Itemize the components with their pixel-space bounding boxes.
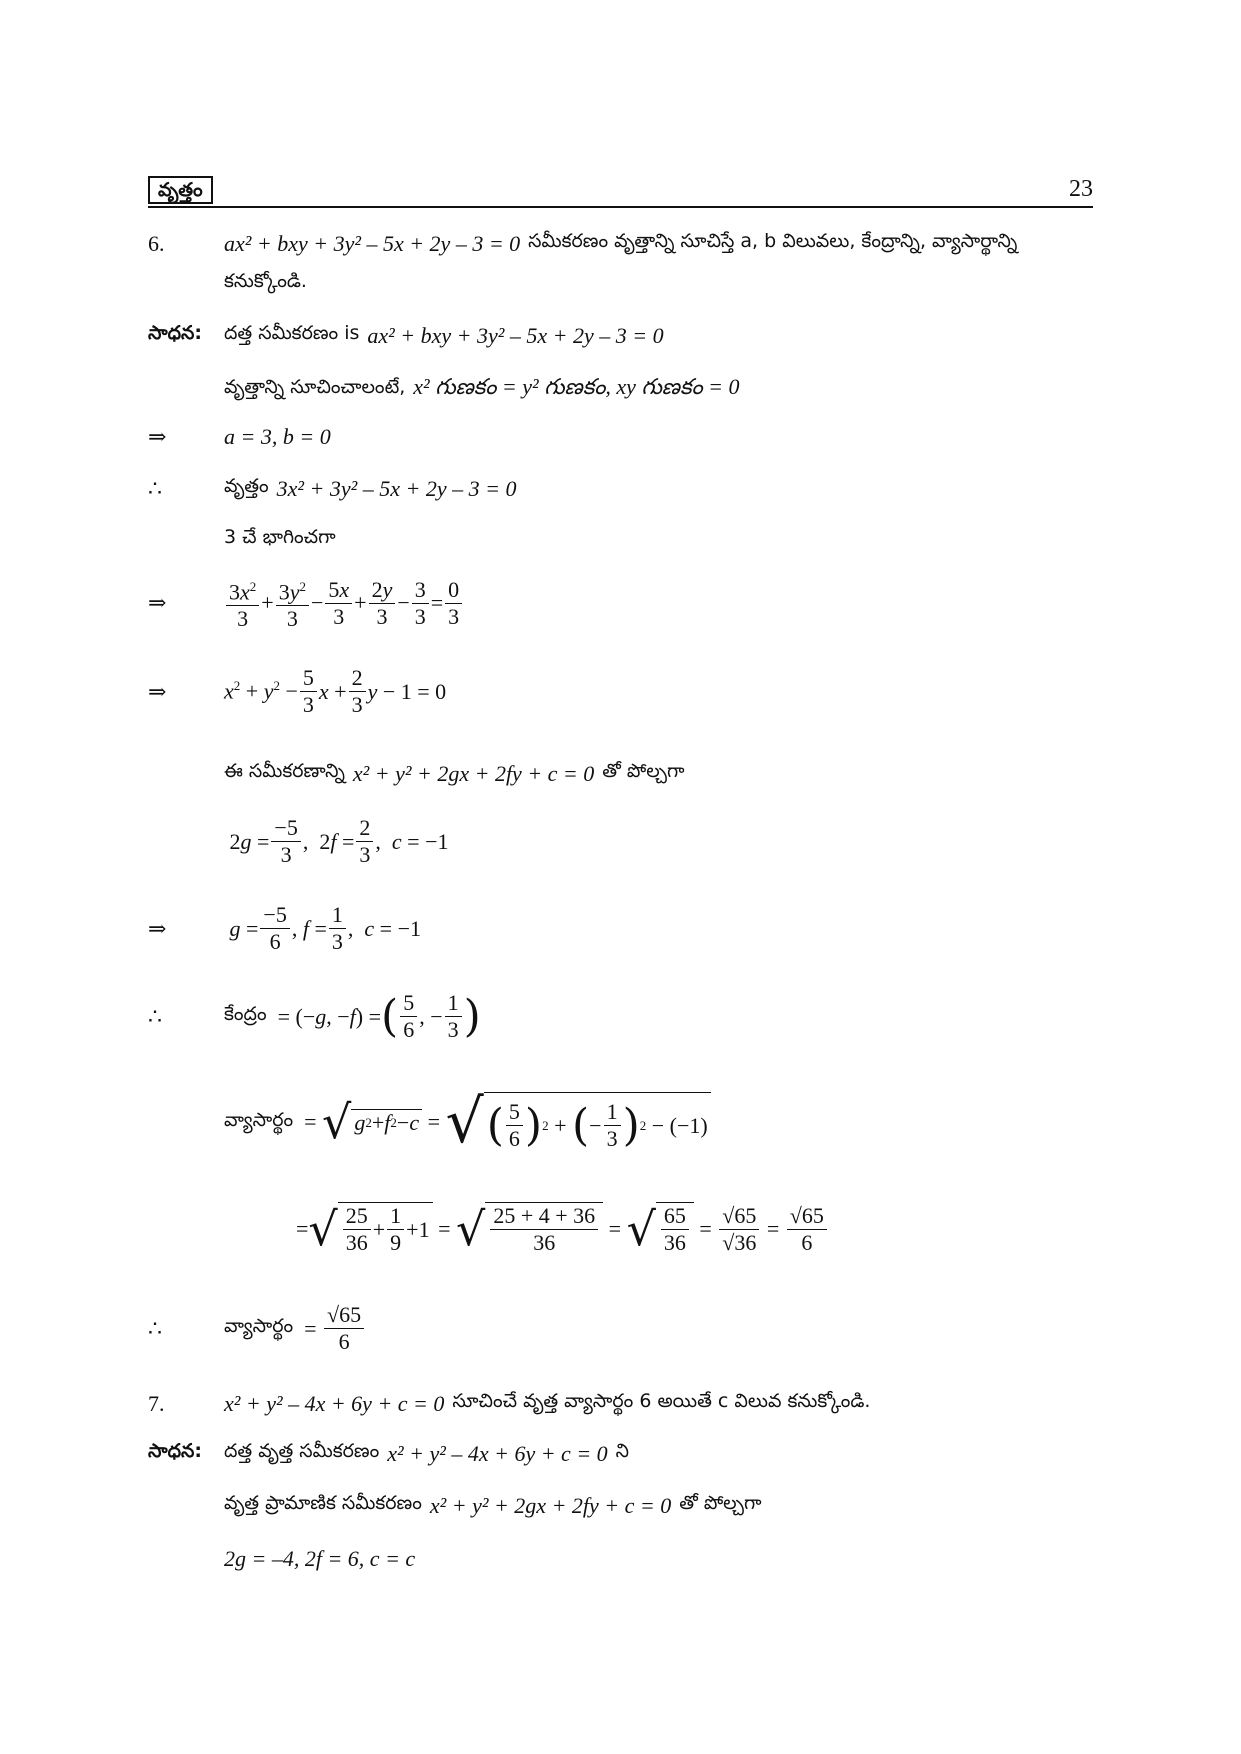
solution-text: దత్త సమీకరణం is: [224, 322, 360, 344]
compare-text-2: తో పోల్చగా: [602, 760, 685, 782]
compare-text: ఈ సమీకరణాన్ని: [224, 760, 345, 782]
question-text-cont: కనుక్కోండి.: [224, 270, 307, 292]
question-equation: x² + y² – 4x + 6y + c = 0: [224, 1390, 445, 1416]
square-root: √ $\frac{25 + 4 + 36}{36}$: [456, 1202, 603, 1256]
fraction: $\frac{3}{3}$: [412, 577, 429, 630]
fraction: $\frac{2}{3}$: [356, 815, 373, 868]
solution-6-given: [148, 322, 1098, 349]
circle-text: వృత్తం: [224, 475, 269, 497]
page-number: 23: [1069, 176, 1093, 202]
fraction: $\frac{1}{3}$: [329, 902, 346, 955]
radius-text: వ్యాసార్థం: [224, 1315, 294, 1337]
question-equation: ax² + bxy + 3y² – 5x + 2y – 3 = 0: [224, 230, 521, 256]
standard-form-line: ⇒ $x^2 + y^2$ − $\frac{5}{3}$ x + $\frac{2}{3}$ y − 1 = 0: [148, 665, 447, 717]
solution-7-given: [148, 1440, 1098, 1467]
center-text: కేంద్రం: [224, 1003, 267, 1025]
given-equation: x² + y² – 4x + 6y + c = 0: [387, 1440, 608, 1466]
therefore-symbol: ∴: [148, 1003, 162, 1029]
fraction: $\frac{3y^2}{3}$: [276, 574, 309, 632]
result-equation: 2g = –4, 2f = 6, c = c: [224, 1546, 416, 1571]
radius-text: వ్యాసార్థం: [224, 1108, 294, 1131]
question-6: [148, 230, 1098, 257]
page-header: [148, 176, 1093, 208]
fraction: $\frac{1}{3}$: [445, 990, 462, 1043]
therefore-symbol: ∴: [148, 1315, 162, 1341]
fraction: $\frac{5x}{3}$: [325, 577, 352, 630]
standard-text-2: తో పోల్చగా: [679, 1492, 762, 1514]
radius-line-1: వ్యాసార్థం = √ g 2 + f 2 − c = √ ( $\frac{5}{6}$ ) 2 + ( − $\frac{1}{3}$ ) 2 − (−1): [148, 1092, 1098, 1152]
ab-values: a = 3, b = 0: [224, 424, 331, 449]
implies-symbol: ⇒: [148, 590, 167, 616]
implies-symbol: ⇒: [148, 915, 167, 941]
fraction: $\frac{√65}{6}$: [324, 1302, 364, 1355]
fraction: $\frac{5}{3}$: [300, 665, 317, 718]
solution-text-2: ని: [615, 1440, 630, 1462]
condition-equation: x² గుణకం = y² గుణకం, xy గుణకం = 0: [413, 374, 740, 399]
radius-final-line: ∴ వ్యాసార్థం = $\frac{√65}{6}$: [148, 1302, 1098, 1355]
fraction: $\frac{√65}{√36}$: [719, 1203, 759, 1256]
question-number: 6.: [148, 230, 165, 256]
implies-symbol: ⇒: [148, 678, 167, 704]
square-root: √ g 2 + f 2 − c: [322, 1099, 422, 1145]
circle-eq-line: [148, 475, 1098, 502]
ab-values-line: [148, 424, 1098, 450]
compare-equation: x² + y² + 2gx + 2fy + c = 0: [352, 760, 595, 786]
result-line: [148, 1546, 1098, 1572]
condition-line: [148, 374, 1098, 405]
question-text: సమీకరణం వృత్తాన్ని సూచిస్తే a, b విలువలు, కేంద్రాన్ని, వ్యాసార్థాన్ని: [528, 230, 1018, 252]
gfc-line-1: 2g = $\frac{-5}{3}$ , 2f = $\frac{2}{3}$ , c = −1: [224, 815, 449, 867]
circle-equation: 3x² + 3y² – 5x + 2y – 3 = 0: [276, 475, 517, 501]
fraction: $\frac{-5}{3}$: [271, 815, 300, 868]
square-root: √ ( $\frac{5}{6}$ ) 2 + ( − $\frac{1}{3}$ ) 2 − (−1): [446, 1092, 711, 1152]
standard-compare-line: [148, 1492, 1098, 1519]
question-text: సూచించే వృత్త వ్యాసార్థం 6 అయితే c విలువ కనుక్కోండి.: [452, 1390, 871, 1412]
divided-equation-line: ⇒ $\frac{3x^2}{3}$ + $\frac{3y^2}{3}$ − $\frac{5x}{3}$ + $\frac{2y}{3}$ − $\frac{3}{3}$ = $\frac{0}{3}$: [148, 574, 1098, 632]
solution-label: సాధన:: [148, 1440, 202, 1462]
fraction: $\frac{2y}{3}$: [369, 577, 396, 630]
condition-text: వృత్తాన్ని సూచించాలంటే,: [224, 376, 406, 398]
fraction: $\frac{-5}{6}$: [260, 902, 289, 955]
fraction: $\frac{√65}{6}$: [787, 1203, 827, 1256]
therefore-symbol: ∴: [148, 475, 162, 501]
standard-text: వృత్త ప్రామాణిక సమీకరణం: [224, 1492, 422, 1514]
gfc-line-2: ⇒ g = $\frac{-5}{6}$ , f = $\frac{1}{3}$ , c = −1: [148, 902, 421, 954]
implies-symbol: ⇒: [148, 424, 167, 449]
divide-line: [148, 526, 1098, 553]
fraction: $\frac{5}{6}$: [400, 990, 417, 1043]
solution-text: దత్త వృత్త సమీకరణం: [224, 1440, 380, 1462]
center-line: ∴ కేంద్రం = (−g, −f) = ( $\frac{5}{6}$ , − $\frac{1}{3}$ ): [148, 990, 481, 1042]
fraction: $\frac{2}{3}$: [349, 665, 366, 718]
given-equation: ax² + bxy + 3y² – 5x + 2y – 3 = 0: [367, 322, 664, 348]
compare-line: [148, 760, 1098, 787]
square-root: √ $\frac{25}{36}$ + $\frac{1}{9}$ +1: [308, 1202, 432, 1256]
square-root: √ $\frac{65}{36}$: [627, 1202, 694, 1256]
question-6-line2: [148, 270, 1098, 297]
fraction: $\frac{3x^2}{3}$: [226, 574, 259, 632]
fraction: $\frac{0}{3}$: [445, 577, 462, 630]
radius-line-2: = √ $\frac{25}{36}$ + $\frac{1}{9}$ +1 = √ $\frac{25 + 4 + 36}{36}$ = √ $\frac{65}{36}$ = $\frac{√65}{√36}$ = $\frac{√65}{6}$: [148, 1202, 1098, 1256]
divide-text: 3 చే భాగించగా: [224, 526, 336, 548]
chapter-title: వృత్తం: [148, 176, 213, 204]
question-number: 7.: [148, 1390, 165, 1416]
solution-label: సాధన:: [148, 322, 202, 344]
standard-equation: x² + y² + 2gx + 2fy + c = 0: [429, 1492, 672, 1518]
question-7: [148, 1390, 1098, 1417]
